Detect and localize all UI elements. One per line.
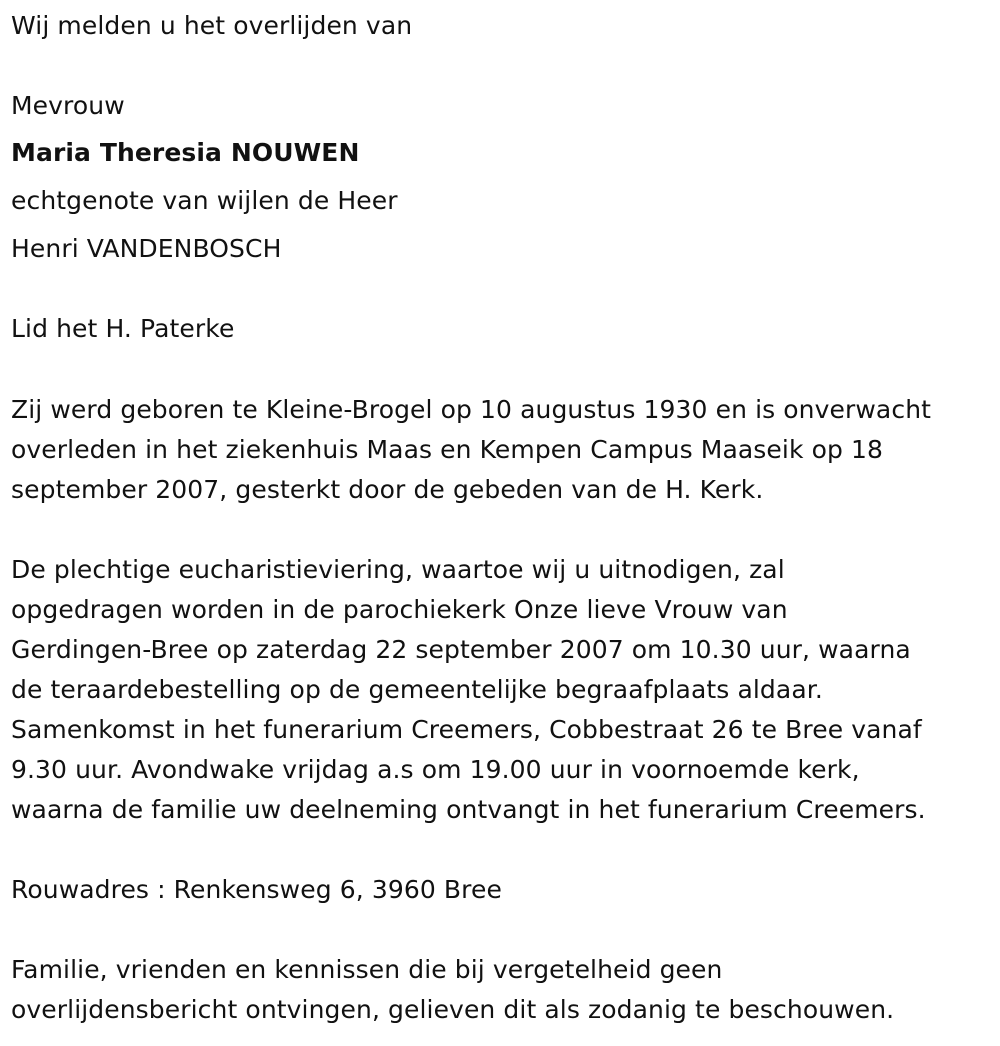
spouse-line-2: Henri VANDENBOSCH: [11, 234, 282, 263]
membership-text: Lid het H. Paterke: [11, 314, 235, 343]
ceremony-line: waarna de familie uw deelneming ontvangt in het funerarium Creemers.: [11, 795, 926, 824]
birth-death-line: overleden in het ziekenhuis Maas en Kempen Campus Maaseik op 18: [11, 435, 883, 464]
salutation: Mevrouw: [11, 91, 125, 120]
intro-text: Wij melden u het overlijden van: [11, 11, 413, 40]
closing-line: Familie, vrienden en kennissen die bij vergetelheid geen: [11, 955, 723, 984]
birth-death-line: Zij werd geboren te Kleine-Brogel op 10 augustus 1930 en is onverwacht: [11, 395, 932, 424]
ceremony-line: opgedragen worden in de parochiekerk Onze lieve Vrouw van: [11, 595, 788, 624]
ceremony-line: de teraardebestelling op de gemeentelijke begraafplaats aldaar.: [11, 675, 823, 704]
closing-line: overlijdensbericht ontvingen, gelieven dit als zodanig te beschouwen.: [11, 995, 895, 1024]
ceremony-line: 9.30 uur. Avondwake vrijdag a.s om 19.00 uur in voornoemde kerk,: [11, 755, 860, 784]
spouse-line-1: echtgenote van wijlen de Heer: [11, 186, 398, 215]
ceremony-line: Gerdingen-Bree op zaterdag 22 september 2007 om 10.30 uur, waarna: [11, 635, 911, 664]
birth-death-line: september 2007, gesterkt door de gebeden van de H. Kerk.: [11, 475, 764, 504]
ceremony-line: Samenkomst in het funerarium Creemers, Cobbestraat 26 te Bree vanaf: [11, 715, 922, 744]
deceased-name: Maria Theresia NOUWEN: [11, 138, 360, 167]
mourning-address: Rouwadres : Renkensweg 6, 3960 Bree: [11, 875, 502, 904]
ceremony-line: De plechtige eucharistieviering, waartoe wij u uitnodigen, zal: [11, 555, 785, 584]
